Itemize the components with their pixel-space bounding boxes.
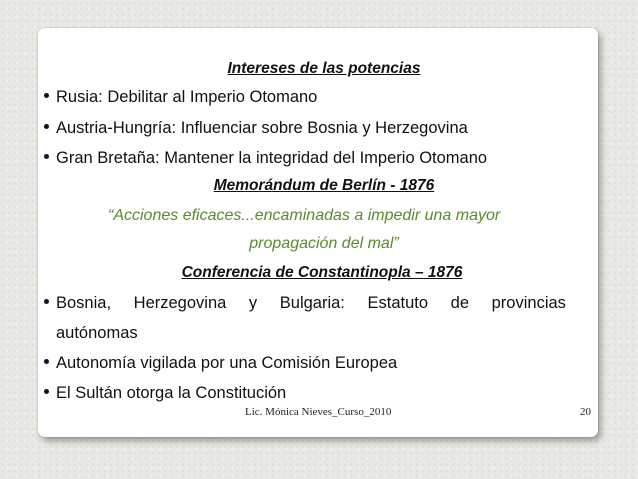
heading-intereses: Intereses de las potencias — [227, 60, 421, 77]
bullet-icon — [44, 299, 49, 304]
interest-item: Austria-Hungría: Influenciar sobre Bosnia y Herzegovina — [44, 118, 468, 138]
bullet-icon — [44, 93, 49, 98]
interest-item: Rusia: Debilitar al Imperio Otomano — [44, 87, 317, 107]
conference-bullet-1-continuation: autónomas — [56, 324, 138, 342]
word: Bulgaria: — [279, 294, 345, 312]
conference-bullet-1-first: Bosnia, — [44, 293, 111, 313]
footer-page-number: 20 — [580, 406, 591, 418]
word: de — [450, 294, 470, 312]
quote-line-2: propagación del mal” — [249, 235, 399, 252]
bullet-icon — [44, 154, 49, 159]
conference-item: Autonomía vigilada por una Comisión Europea — [44, 353, 397, 373]
interest-item: Gran Bretaña: Mantener la integridad del Imperio Otomano — [44, 148, 487, 168]
word: provincias — [491, 294, 566, 312]
quote-line-1: “Acciones eficaces...encaminadas a impedir una mayor — [108, 207, 501, 224]
conference-bullet-1 — [44, 293, 566, 313]
word: y — [248, 294, 258, 312]
bullet-icon — [44, 124, 49, 129]
word: Estatuto — [367, 294, 429, 312]
word: Herzegovina — [133, 294, 227, 312]
bullet-icon — [44, 359, 49, 364]
bullet-icon — [44, 389, 49, 394]
conference-item: El Sultán otorga la Constitución — [44, 383, 286, 403]
memorandum-title: Memorándum de Berlín - 1876 — [213, 177, 435, 194]
conference-title: Conferencia de Constantinopla – 1876 — [181, 264, 463, 281]
footer-author: Lic. Mónica Nieves_Curso_2010 — [245, 406, 392, 418]
